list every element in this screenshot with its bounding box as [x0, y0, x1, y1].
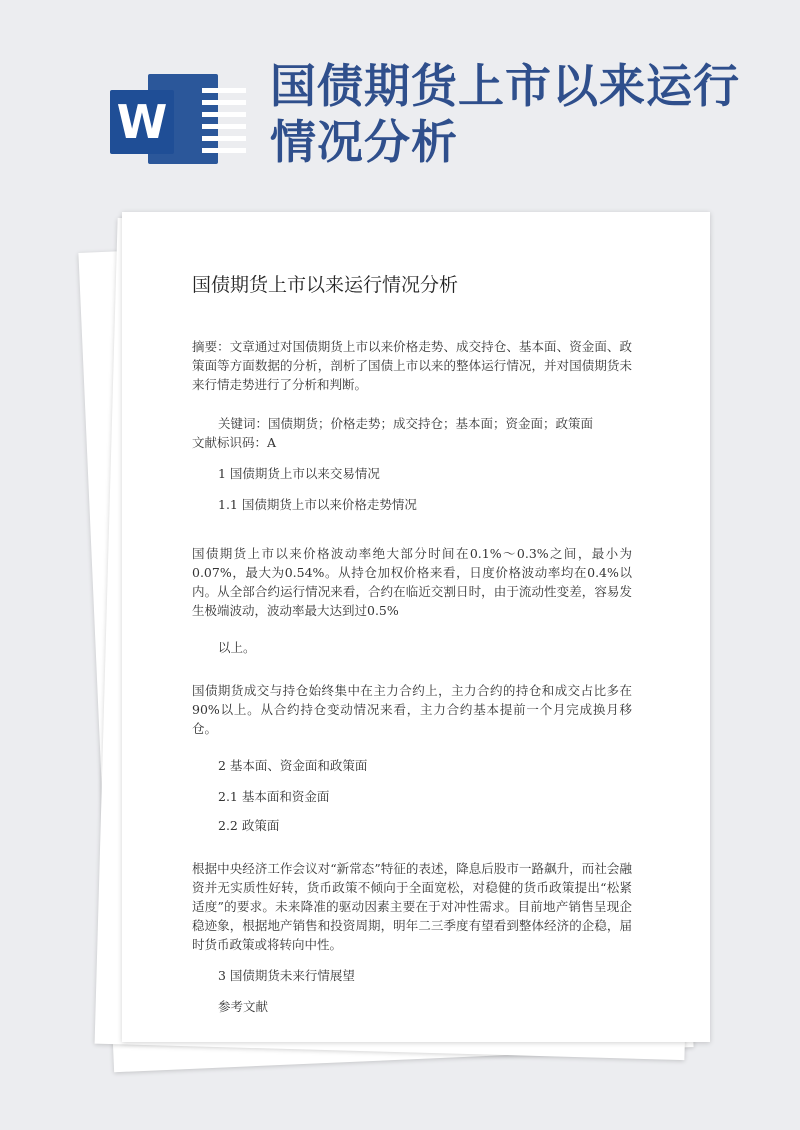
references-heading: 参考文献 [218, 999, 269, 1014]
section-heading-3: 3 国债期货未来行情展望 [218, 968, 355, 983]
section-heading-2-1: 2.1 基本面和资金面 [218, 789, 330, 804]
section-heading-2-2: 2.2 政策面 [218, 818, 280, 833]
word-icon-line [202, 88, 246, 93]
paragraph-continuation: 以上。 [218, 640, 256, 655]
volume-position-paragraph: 国债期货成交与持仓始终集中在主力合约上，主力合约的持仓和成交占比多在90%以上。从合约持仓变动情况来看，主力合约基本提前一个月完成换月移仓。 [192, 683, 632, 736]
abstract-paragraph: 摘要：文章通过对国债期货上市以来价格走势、成交持仓、基本面、资金面、政策面等方面数据的分析，剖析了国债上市以来的整体运行情况，并对国债期货未来行情走势进行了分析和判断。 [192, 339, 632, 392]
section-heading-1: 1 国债期货上市以来交易情况 [218, 466, 380, 481]
word-icon-line [202, 124, 246, 129]
word-logo-letter: W [110, 90, 174, 154]
keywords-line: 关键词：国债期货；价格走势；成交持仓；基本面；资金面；政策面 [218, 416, 594, 431]
policy-paragraph: 根据中央经济工作会议对“新常态”特征的表述，降息后股市一路飙升，而社会融资并无实质性好转，货币政策不倾向于全面宽松，对稳健的货币政策提出“松紧适度”的要求。未来降准的驱动因素主要在于对冲性需求。目前地产销售呈现企稳迹象，根据地产销售和投资周期，明年二三季度有望看到整体经济的企稳，届时货币政策或将转向中性。 [192, 861, 632, 952]
word-icon-line [202, 100, 246, 105]
section-heading-2: 2 基本面、资金面和政策面 [218, 758, 368, 773]
word-icon-line [202, 148, 246, 153]
document-title: 国债期货上市以来运行情况分析 [192, 274, 459, 296]
word-document-icon [110, 74, 220, 164]
word-icon-line [202, 136, 246, 141]
document-body [192, 276, 632, 1016]
document-code-line: 文献标识码：A [192, 435, 277, 450]
word-icon-line [202, 112, 246, 117]
price-volatility-paragraph: 国债期货上市以来价格波动率绝大部分时间在0.1%～0.3%之间，最小为0.07%，最大为0.54%。从持仓加权价格来看，日度价格波动率均在0.4%以内。从全部合约运行情况来看，合约在临近交割日时，由于流动性变差，容易发生极端波动，波动率最大达到过0.5% [192, 546, 632, 618]
page-title: 国债期货上市以来运行情况分析 [270, 59, 740, 169]
section-heading-1-1: 1.1 国债期货上市以来价格走势情况 [218, 497, 417, 512]
